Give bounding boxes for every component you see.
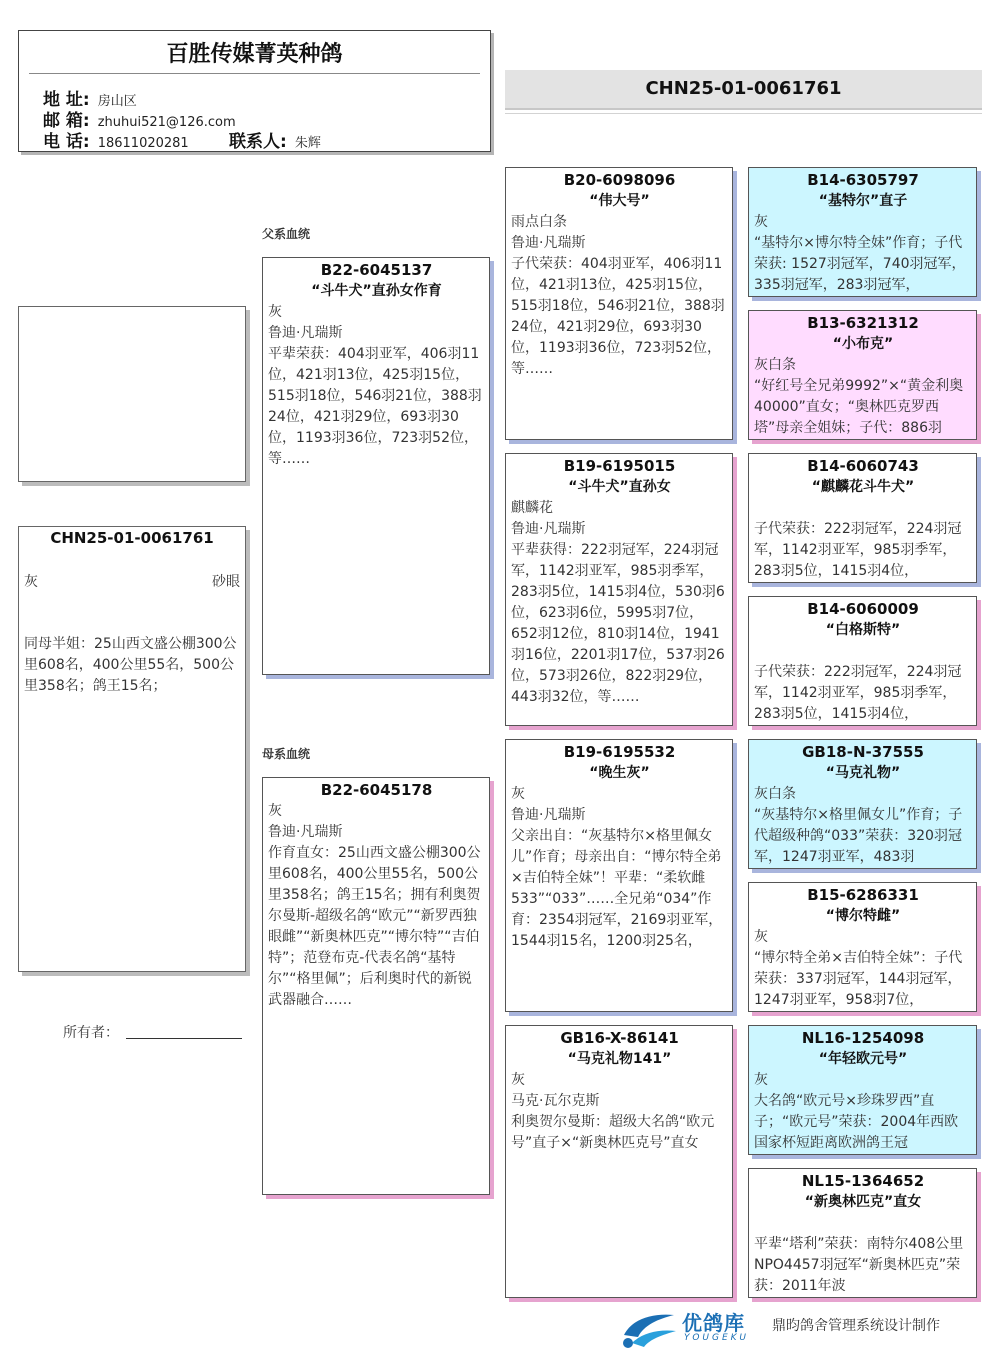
pigeon-swirl-icon (618, 1305, 680, 1351)
dam-line-label: 母系血统 (262, 747, 311, 761)
ggp-4-ring: B14-6060009 (807, 600, 919, 618)
grandsire-paternal-breeder: 鲁迪·凡瑞斯 (511, 235, 586, 251)
ggp-3-ring: B14-6060743 (807, 457, 919, 475)
ggp-5-color: 灰白条 (754, 786, 796, 802)
contact-value: 朱辉 (294, 136, 321, 151)
granddam-paternal-ring: B19-6195015 (563, 457, 676, 475)
ggp-8-color (754, 1213, 972, 1234)
grandsire-maternal-ring: B19-6195532 (563, 743, 676, 761)
ggp-2-color: 灰白条 (754, 357, 796, 373)
ggp-7-name: “年轻欧元号” (818, 1051, 908, 1067)
ggp-card-7 (748, 1025, 977, 1155)
ggp-5-name: “马克礼物” (825, 765, 901, 781)
ggp-6-ring: B15-6286331 (807, 886, 919, 904)
granddam-maternal-color: 灰 (511, 1072, 525, 1088)
email-value: zhuhui521@126.com (97, 115, 236, 130)
granddam-maternal-record: 利奥贺尔曼斯：超级大名鸽“欧元号”直子×“新奥林匹克号”直女 (511, 1114, 715, 1151)
ggp-7-record: 大名鸽“欧元号×珍珠罗西”直子；“欧元号”荣获：2004年西欧国家杯短距离欧洲鸽王冠 (754, 1093, 959, 1151)
address-label: 地 址: (43, 90, 90, 110)
sire-name: “斗牛犬”直孙女作育 (311, 283, 442, 299)
footer-credit: 鼎昀鸽舍管理系统设计制作 (772, 1318, 940, 1334)
ring-banner-underline (505, 113, 982, 114)
ggp-6-color: 灰 (754, 929, 768, 945)
phone-label: 电 话: (43, 132, 90, 152)
ggp-card-8 (748, 1168, 977, 1298)
phone-value: 18611020281 (97, 136, 189, 151)
pigeon-photo-frame (18, 306, 246, 482)
address-value: 房山区 (97, 94, 137, 109)
ggp-4-color (754, 641, 972, 662)
ggp-card-1 (748, 167, 977, 297)
grandsire-maternal-color: 灰 (511, 786, 525, 802)
email-label: 邮 箱: (43, 111, 90, 131)
header-divider (29, 73, 480, 74)
ring-banner: CHN25-01-0061761 (505, 70, 982, 110)
ggp-card-6 (748, 882, 977, 1012)
ggp-6-record: “博尔特全弟×吉伯特全妹”：子代荣获：337羽冠军，144羽冠军，1247羽亚军，958羽7位， (754, 950, 963, 1008)
sire-card (262, 257, 490, 675)
grandsire-maternal-name: “晚生灰” (589, 765, 650, 781)
ggp-3-color (754, 498, 972, 519)
logo-brand-subtext: YOUGEKU (684, 1333, 750, 1343)
subject-honor: 同母半姐：25山西文盛公棚300公里608名，400公里55名，500公里358名；鸽王15名； (24, 636, 237, 694)
ggp-4-name: “白格斯特” (825, 622, 901, 638)
subject-ring: CHN25-01-0061761 (50, 529, 214, 547)
ggp-1-record: “基特尔×博尔特全妹”作育；子代荣获: 1527羽冠军，740羽冠军，335羽冠军，283羽冠军， (754, 235, 966, 293)
granddam-maternal-name: “马克礼物141” (567, 1051, 672, 1067)
granddam-paternal-breeder: 鲁迪·凡瑞斯 (511, 521, 586, 537)
logo-brand-text: 优鸽库 (682, 1311, 745, 1335)
ggp-7-color: 灰 (754, 1072, 768, 1088)
dam-breeder: 鲁迪·凡瑞斯 (268, 824, 343, 840)
grandsire-paternal-color: 雨点白条 (511, 214, 567, 230)
granddam-paternal-record: 平辈获得：222羽冠军，224羽冠军，1142羽亚军，985羽季军，283羽5位，1415羽4位，530羽6位，623羽6位，5995羽7位，652羽12位，810羽14位，1941羽16位，2201羽17位，537羽26位，573羽26位，822羽29位，443羽32位，等…… (511, 542, 725, 705)
ggp-2-ring: B13-6321312 (807, 314, 919, 332)
dam-card (262, 777, 490, 1195)
phone-row (43, 127, 189, 152)
subject-color: 灰 (24, 574, 38, 590)
ggp-1-name: “基特尔”直子 (818, 193, 908, 209)
contact-label: 联系人: (229, 132, 287, 152)
breeder-title: 百胜传媒菁英种鸽 (166, 42, 343, 67)
grandsire-maternal-record: 父亲出自：“灰基特尔×格里佩女儿”作育；母亲出自：“博尔特全弟×吉伯特全妹”！平辈：“柔软雌533”“033”……全兄弟“034”作育：2354羽冠军，2169羽亚军，1544羽15名，1200羽25名， (511, 828, 723, 949)
ggp-8-name: “新奥林匹克”直女 (804, 1194, 922, 1210)
granddam-maternal-card (505, 1025, 733, 1298)
ggp-3-record: 子代荣获：222羽冠军，224羽冠军，1142羽亚军，985羽季军，283羽5位，1415羽4位， (754, 521, 962, 579)
ggp-card-2 (748, 310, 977, 440)
sire-color: 灰 (268, 304, 282, 320)
granddam-maternal-breeder: 马克·瓦尔克斯 (511, 1093, 600, 1109)
subject-eye: 砂眼 (212, 574, 240, 590)
grandsire-maternal-breeder: 鲁迪·凡瑞斯 (511, 807, 586, 823)
subject-card (18, 526, 246, 972)
ggp-3-name: “麒麟花斗牛犬” (811, 479, 915, 495)
ggp-8-ring: NL15-1364652 (801, 1172, 925, 1190)
ggp-card-3 (748, 453, 977, 583)
ggp-8-record: 平辈“塔利”荣获：南特尔408公里NPO4457羽冠军“新奥林匹克”荣获：2011年波 (754, 1236, 964, 1294)
contact-row (229, 127, 321, 152)
grandsire-paternal-record: 子代荣获：404羽亚军，406羽11位，421羽13位，425羽15位，515羽18位，546羽21位，388羽24位，421羽29位，693羽30位，1193羽36位，723羽52位，等…… (511, 256, 725, 377)
granddam-paternal-card (505, 453, 733, 726)
dam-color: 灰 (268, 803, 282, 819)
ggp-7-ring: NL16-1254098 (801, 1029, 925, 1047)
owner-signature-line (126, 1038, 242, 1039)
ggp-1-ring: B14-6305797 (807, 171, 919, 189)
sire-record: 平辈荣获：404羽亚军，406羽11位，421羽13位，425羽15位，515羽18位，546羽21位，388羽24位，421羽29位，693羽30位，1193羽36位，723羽52位，等…… (268, 346, 482, 467)
grandsire-paternal-name: “伟大号” (589, 193, 650, 209)
ggp-6-name: “博尔特雌” (825, 908, 901, 924)
sire-breeder: 鲁迪·凡瑞斯 (268, 325, 343, 341)
granddam-paternal-name: “斗牛犬”直孙女 (568, 479, 671, 495)
ggp-5-record: “灰基特尔×格里佩女儿”作育；子代超级种鸽“033”荣获：320羽冠军，1247羽亚军，483羽 (754, 807, 963, 865)
sire-line-label: 父系血统 (262, 227, 311, 241)
subject-traits (19, 571, 245, 591)
grandsire-paternal-card (505, 167, 733, 440)
ggp-5-ring: GB18-N-37555 (802, 743, 924, 761)
yougeku-logo (618, 1305, 773, 1351)
ggp-card-5 (748, 739, 977, 869)
sire-ring: B22-6045137 (320, 261, 433, 279)
ggp-2-record: “好红号全兄弟9992”×“黄金利奥40000”直女；“奥林匹克罗西塔”母亲全姐妹；子代：886羽 (754, 378, 964, 436)
grandsire-maternal-card (505, 739, 733, 1012)
granddam-paternal-color: 麒麟花 (511, 500, 553, 516)
breeder-header (18, 30, 491, 152)
owner-label: 所有者： (63, 1025, 119, 1041)
granddam-maternal-ring: GB16-X-86141 (560, 1029, 679, 1047)
ggp-card-4 (748, 596, 977, 726)
grandsire-paternal-ring: B20-6098096 (563, 171, 676, 189)
ggp-1-color: 灰 (754, 214, 768, 230)
ggp-4-record: 子代荣获：222羽冠军，224羽冠军，1142羽亚军，985羽季军，283羽5位，1415羽4位， (754, 664, 962, 722)
dam-record: 作育直女：25山西文盛公棚300公里608名，400公里55名，500公里358名；鸽王15名；拥有利奥贺尔曼斯-超级名鸽“欧元”“新罗西独眼雌”“新奥林匹克”“博尔特”“吉伯特”；范登布克-代表名鸽“基特尔”“格里佩”；后利奥时代的新锐武器融合…… (268, 845, 481, 1008)
dam-ring: B22-6045178 (320, 781, 433, 799)
ggp-2-name: “小布克” (832, 336, 894, 352)
